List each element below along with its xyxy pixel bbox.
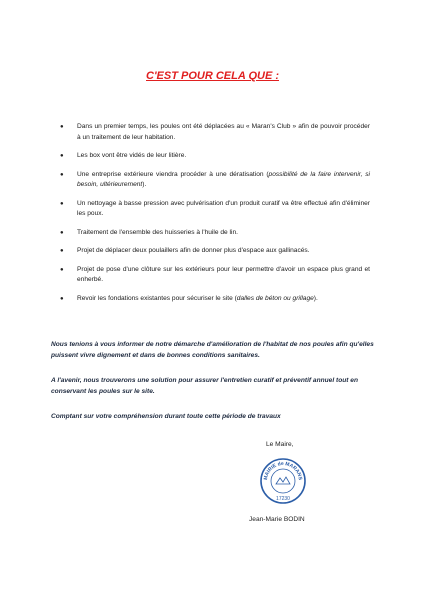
list-item: ● Projet de pose d'une clôture sur les extérieurs pour leur permettre d'avoir un espace plus grand et enherbé. [60, 265, 370, 286]
fond-end: ). [313, 294, 318, 302]
fond-text: Revoir les fondations existantes pour sécuriser le site ( [77, 294, 237, 302]
list-item [60, 294, 370, 305]
paragraph-future: A l'avenir, nous trouverons une solution pour assurer l'entretien curatif et préventif annuel tout en conservant les poules sur le site. [51, 377, 358, 395]
list-item: ● Un nettoyage à basse pression avec pulvérisation d'un produit curatif va être effectué afin d'éliminer les poux. [60, 199, 370, 220]
list-item: ● Traitement de l'ensemble des huisseries à l'huile de lin. [60, 228, 370, 239]
paragraph-intent: Nous tenions à vous informer de notre démarche d'amélioration de l'habitat de nos poules afin qu'elles puissent vivre dignement et dans de bonnes conditions sanitaires. [51, 341, 374, 359]
seal-code: 17230 [276, 496, 290, 502]
signature-name: Jean-Marie BODIN [249, 516, 305, 523]
signature-role: Le Maire, [266, 441, 294, 448]
rat-text: Une entreprise extérieure viendra procéder à une dératisation ( [77, 170, 269, 178]
rat-end: ). [142, 181, 147, 188]
list-item: ● Projet de déplacer deux poulaillers afin de donner plus d'espace aux gallinacés. [60, 246, 370, 257]
seal-text: MAIRIE de MARANS [262, 460, 304, 481]
measures-list [60, 122, 370, 312]
fond-italic: dalles de béton ou grillage [236, 294, 314, 302]
list-item [60, 170, 370, 191]
page-title: C'EST POUR CELA QUE : [146, 70, 279, 82]
mairie-seal-icon [258, 456, 308, 506]
list-item: ● Les box vont être vidés de leur litière. [60, 151, 370, 162]
paragraph-thanks: Comptant sur votre compréhension durant toute cette période de travaux [51, 413, 281, 420]
rat-italic: possibilité de la faire intervenir, si besoin, ultérieurement [77, 170, 370, 188]
list-item: ● Dans un premier temps, les poules ont été déplacées au « Maran's Club » afin de pouvoir procéder à un traitement de leur habitation. [60, 122, 370, 143]
